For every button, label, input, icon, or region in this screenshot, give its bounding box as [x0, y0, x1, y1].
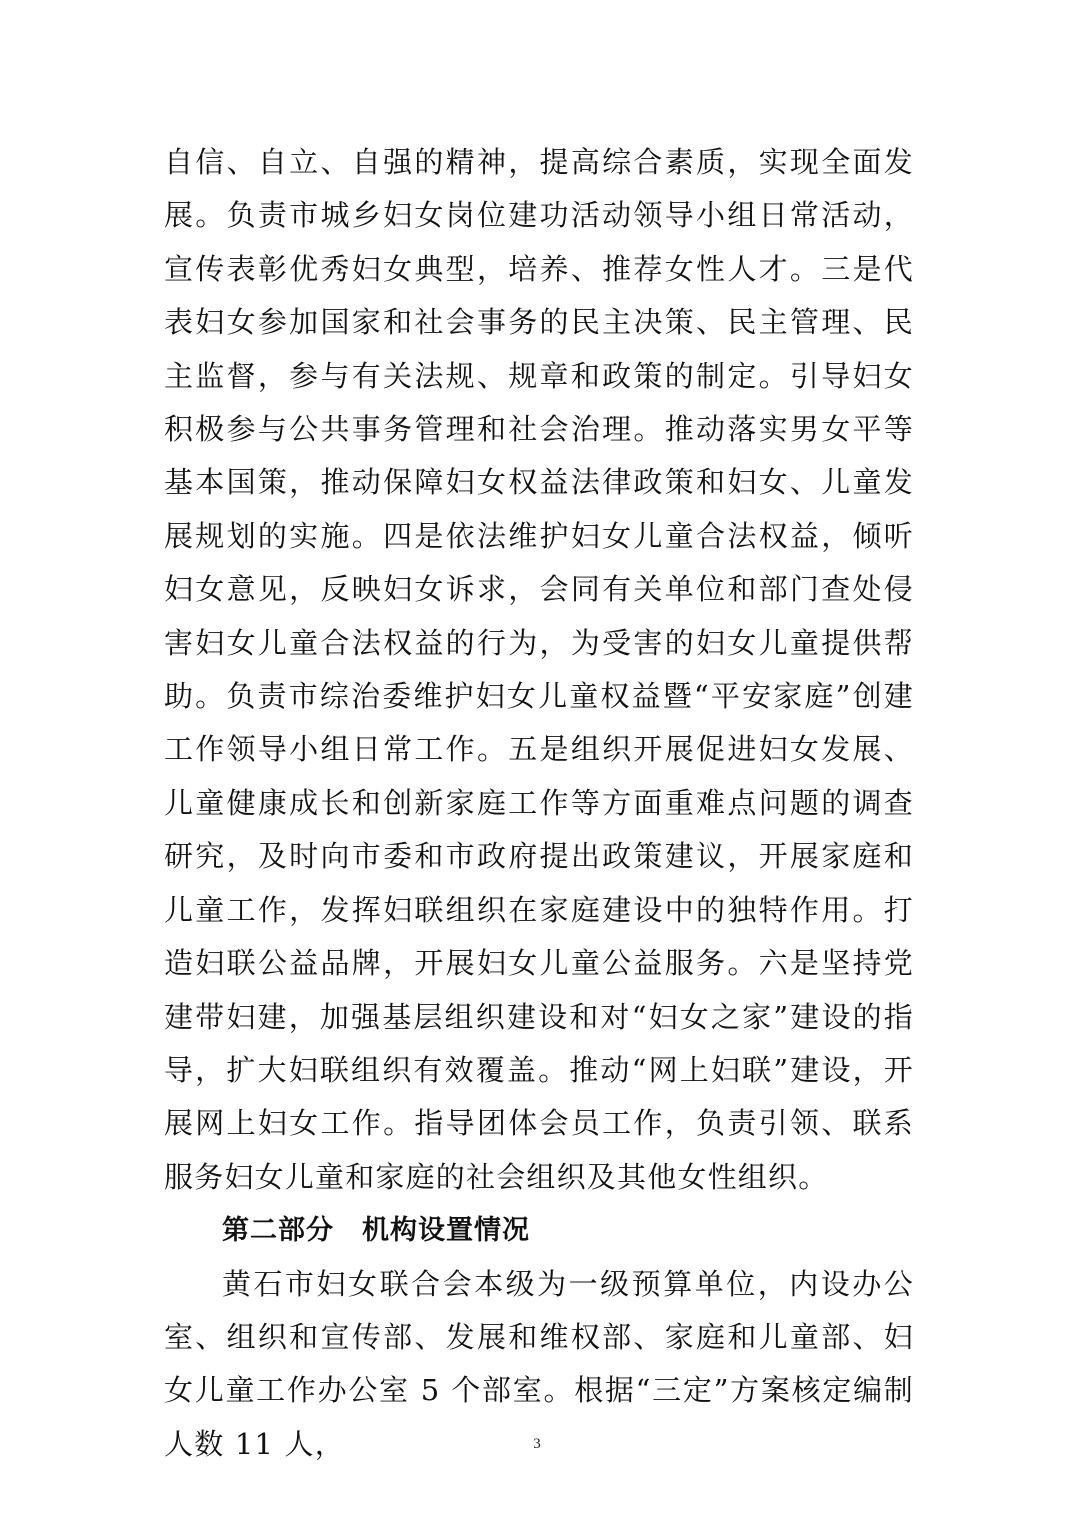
body-paragraph-continued: 自信、自立、自强的精神，提高综合素质，实现全面发展。负责市城乡妇女岗位建功活动领导小组日常活动，宣传表彰优秀妇女典型，培养、推荐女性人才。三是代表妇女参加国家和社会事务的民主决策、民主管理、民主监督，参与有关法规、规章和政策的制定。引导妇女积极参与公共事务管理和社会治理。推动落实男女平等基本国策，推动保障妇女权益法律政策和妇女、儿童发展规划的实施。四是依法维护妇女儿童合法权益，倾听妇女意见，反映妇女诉求，会同有关单位和部门查处侵害妇女儿童合法权益的行为，为受害的妇女儿童提供帮助。负责市综治委维护妇女儿童权益暨“平安家庭”创建工作领导小组日常工作。五是组织开展促进妇女发展、儿童健康成长和创新家庭工作等方面重难点问题的调查研究，及时向市委和市政府提出政策建议，开展家庭和儿童工作，发挥妇联组织在家庭建设中的独特作用。打造妇联公益品牌，开展妇女儿童公益服务。六是坚持党建带妇建，加强基层组织建设和对“妇女之家”建设的指导，扩大妇联组织有效覆盖。推动“网上妇联”建设，开展网上妇女工作。指导团体会员工作，负责引领、联系服务妇女儿童和家庭的社会组织及其他女性组织。 [164, 145, 914, 1194]
page-content [164, 136, 914, 1471]
page-number: 3 [533, 1436, 541, 1452]
section-heading: 第二部分 机构设置情况 [222, 1215, 530, 1247]
body-paragraph-section-two: 黄石市妇女联合会本级为一级预算单位，内设办公室、组织和宣传部、发展和维权部、家庭和儿童部、妇女儿童工作办公室 5 个部室。根据“三定”方案核定编制人数 11 人， [164, 1266, 914, 1461]
